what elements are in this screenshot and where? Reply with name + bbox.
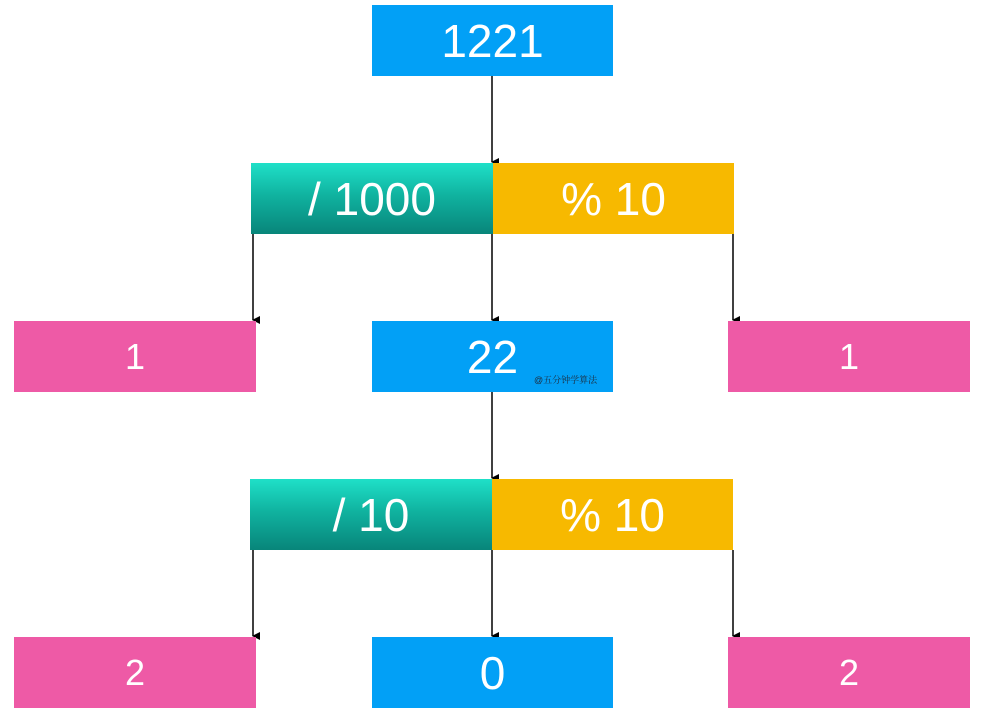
left-digit-value-2: 2 bbox=[124, 651, 146, 693]
mod-op-box-1 bbox=[493, 163, 734, 234]
mod-op-box-2 bbox=[492, 479, 733, 550]
divide-op-box-1 bbox=[251, 163, 493, 234]
left-digit-box-1 bbox=[14, 321, 256, 392]
root-number-box bbox=[372, 5, 613, 76]
divide-op-box-2 bbox=[250, 479, 492, 550]
mod-op-label-1: % 10 bbox=[561, 172, 666, 225]
right-digit-value-2: 2 bbox=[838, 651, 860, 693]
root-number-value: 1221 bbox=[441, 14, 544, 67]
middle-number-value-1: 22 bbox=[466, 330, 519, 383]
left-digit-box-2 bbox=[14, 637, 256, 708]
middle-number-value-2: 0 bbox=[479, 646, 506, 699]
watermark-text: @五分钟学算法 bbox=[534, 375, 598, 385]
right-digit-value-1: 1 bbox=[838, 335, 860, 377]
middle-number-box-2 bbox=[372, 637, 613, 708]
right-digit-box-1 bbox=[728, 321, 970, 392]
divide-op-label-2: / 10 bbox=[332, 488, 410, 541]
left-digit-value-1: 1 bbox=[124, 335, 146, 377]
divide-op-label-1: / 1000 bbox=[308, 172, 436, 225]
right-digit-box-2 bbox=[728, 637, 970, 708]
mod-op-label-2: % 10 bbox=[560, 488, 665, 541]
